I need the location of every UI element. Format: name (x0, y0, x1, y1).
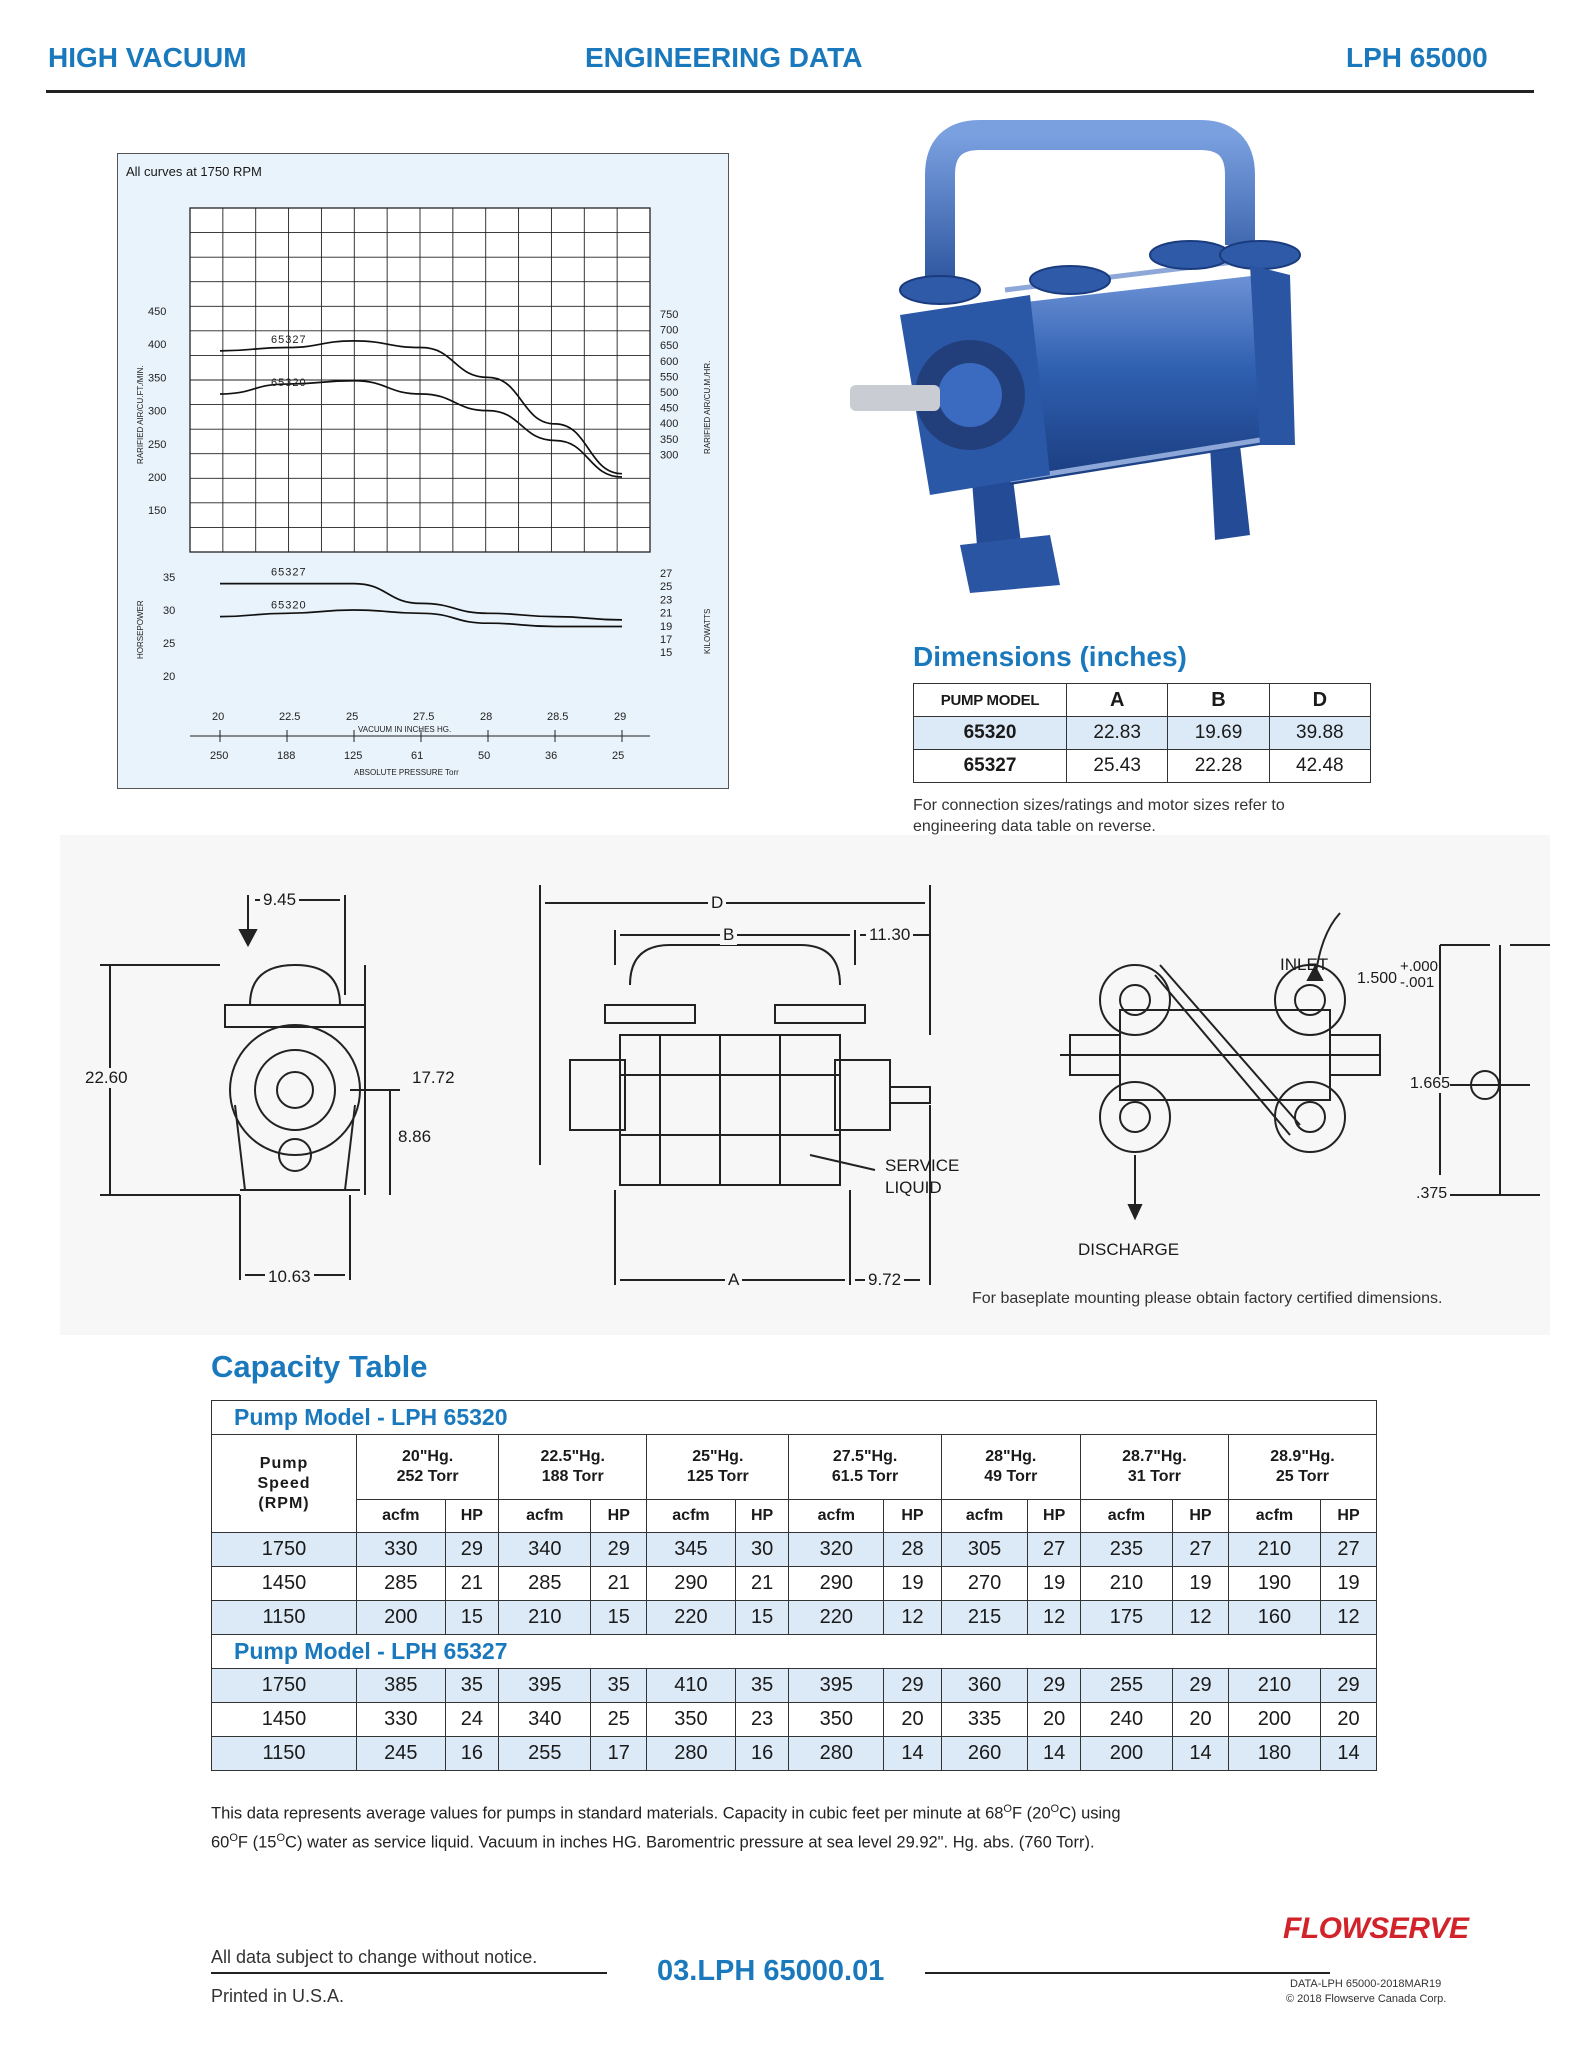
discharge-label: DISCHARGE (1078, 1240, 1180, 1259)
curve-label: 65320 (271, 377, 307, 389)
capacity-footnote (211, 1797, 1391, 1854)
x-vacuum-tick: 27.5 (413, 711, 435, 723)
table-cell: 19 (1173, 1567, 1229, 1601)
table-cell: 280 (789, 1737, 884, 1771)
table-cell: 29 (591, 1533, 647, 1567)
dim-header-d: D (1269, 684, 1370, 717)
table-cell: 395 (499, 1669, 591, 1703)
capacity-title: Capacity Table (211, 1349, 428, 1384)
hp-header: HP (1028, 1500, 1081, 1533)
table-cell: 285 (357, 1567, 446, 1601)
dimension-drawing (60, 835, 1550, 1335)
tolerance (1400, 959, 1438, 991)
dim-2260: 22.60 (85, 1068, 128, 1087)
left-axis-tick: 250 (148, 438, 167, 451)
table-cell: 1750 (212, 1533, 357, 1567)
table-cell: 220 (647, 1601, 736, 1635)
table-cell: 350 (789, 1703, 884, 1737)
col-hg: 25"Hg. (692, 1448, 744, 1465)
header-right: LPH 65000 (1346, 42, 1488, 73)
x-pressure-tick: 125 (344, 750, 363, 762)
x-pressure-tick: 61 (411, 750, 424, 762)
service-liquid-line2: LIQUID (885, 1178, 942, 1197)
table-cell: 210 (499, 1601, 591, 1635)
table-cell: 14 (884, 1737, 942, 1771)
x-pressure-tick: 50 (478, 750, 491, 762)
table-cell: 35 (445, 1669, 499, 1703)
table-cell: 29 (1028, 1669, 1081, 1703)
table-cell: 215 (941, 1601, 1028, 1635)
model-row-65327 (212, 1635, 1377, 1669)
col-hg: 22.5"Hg. (540, 1448, 605, 1465)
table-cell: 290 (647, 1567, 736, 1601)
header-left: HIGH VACUUM (48, 42, 247, 73)
left-axis-tick: 30 (163, 605, 176, 617)
table-cell: 14 (1028, 1737, 1081, 1771)
dim-header-a: A (1067, 684, 1168, 717)
left-axis-label: RARIFIED AIR/CU.FT./MIN. (136, 365, 145, 464)
tol-plus: +.000 (1400, 958, 1438, 975)
rows-65327 (212, 1669, 1377, 1771)
table-cell: 180 (1228, 1737, 1320, 1771)
col-hg: 27.5"Hg. (832, 1448, 898, 1465)
table-cell: 35 (591, 1669, 647, 1703)
table-cell: 210 (1080, 1567, 1172, 1601)
service-liquid-line1: SERVICE (885, 1156, 960, 1175)
table-cell: 20 (1321, 1703, 1377, 1737)
x-pressure-tick: 36 (545, 750, 558, 762)
speed-label-1: Pump (259, 1454, 309, 1472)
left-axis-tick: 20 (163, 671, 176, 683)
service-liquid-label (885, 1155, 959, 1199)
table-cell: 210 (1228, 1669, 1320, 1703)
table-cell: 15 (735, 1601, 789, 1635)
table-cell: 28 (884, 1533, 942, 1567)
vacuum-column-header (357, 1435, 499, 1500)
table-cell: 29 (884, 1669, 942, 1703)
table-cell: 27 (1028, 1533, 1081, 1567)
dim-972: 9.72 (865, 1270, 904, 1290)
table-cell: 280 (647, 1737, 736, 1771)
right-axis-tick: 350 (660, 433, 679, 446)
table-row (212, 1669, 1377, 1703)
right-axis-tick: 400 (660, 418, 679, 431)
dim-label-d: D (708, 893, 726, 913)
table-row (212, 1703, 1377, 1737)
table-cell: 29 (1321, 1669, 1377, 1703)
header-rule (46, 90, 1534, 93)
table-cell: 21 (445, 1567, 499, 1601)
hp-header: HP (445, 1500, 499, 1533)
dim-1130: 11.30 (866, 925, 913, 945)
table-cell: 260 (941, 1737, 1028, 1771)
vacuum-column-header (1228, 1435, 1376, 1500)
table-cell: 15 (591, 1601, 647, 1635)
table-row (212, 1567, 1377, 1601)
table-cell: 360 (941, 1669, 1028, 1703)
acfm-header: acfm (647, 1500, 736, 1533)
dim-header-model: PUMP MODEL (914, 684, 1067, 717)
vacuum-column-header (1080, 1435, 1228, 1500)
table-row (212, 1601, 1377, 1635)
left-axis-tick: 25 (163, 638, 176, 650)
table-cell: 15 (445, 1601, 499, 1635)
table-cell: 200 (357, 1601, 446, 1635)
right-axis-tick: 23 (660, 594, 673, 607)
right-axis-tick: 15 (660, 647, 673, 660)
table-cell: 350 (647, 1703, 736, 1737)
table-cell: 35 (735, 1669, 789, 1703)
table-cell: 19 (1028, 1567, 1081, 1601)
table-cell: 340 (499, 1533, 591, 1567)
table-cell: 14 (1321, 1737, 1377, 1771)
footer-copyright: © 2018 Flowserve Canada Corp. (1286, 1993, 1447, 2005)
right-axis-label: KILOWATTS (703, 608, 712, 654)
dim-cell: 22.83 (1067, 717, 1168, 750)
chart-caption: All curves at 1750 RPM (126, 164, 262, 179)
x-vacuum-label: VACUUM IN INCHES HG. (358, 725, 452, 734)
table-cell: 12 (1321, 1601, 1377, 1635)
model-label-65327: Pump Model - LPH 65327 (212, 1635, 1377, 1669)
dim-label-b: B (720, 925, 737, 945)
x-vacuum-tick: 25 (346, 711, 359, 723)
hp-header: HP (735, 1500, 789, 1533)
footer-code: DATA-LPH 65000-2018MAR19 (1290, 1978, 1442, 1990)
hp-header: HP (591, 1500, 647, 1533)
capacity-footnote-line1: This data represents average values for pumps in standard materials. Capacity in cubic feet per minute at $68^OF$ $(20^OC)$ using (211, 1803, 1121, 1823)
table-cell: 19 (1321, 1567, 1377, 1601)
x-pressure-label: ABSOLUTE PRESSURE Torr (354, 768, 459, 777)
dim-945: 9.45 (260, 890, 299, 910)
performance-chart (118, 154, 728, 788)
table-cell: 16 (445, 1737, 499, 1771)
acfm-header: acfm (499, 1500, 591, 1533)
dim-886: 8.86 (398, 1127, 432, 1146)
table-cell: 395 (789, 1669, 884, 1703)
table-cell: 190 (1228, 1567, 1320, 1601)
right-axis-tick: 700 (660, 324, 679, 337)
table-cell: 19 (884, 1567, 942, 1601)
table-cell: 12 (884, 1601, 942, 1635)
table-row (212, 1737, 1377, 1771)
header-center: ENGINEERING DATA (585, 42, 863, 73)
right-axis-tick: 27 (660, 568, 673, 580)
x-vacuum-tick: 20 (212, 711, 225, 723)
table-cell: 335 (941, 1703, 1028, 1737)
table-cell: 27 (1173, 1533, 1229, 1567)
model-row-65320 (212, 1401, 1377, 1435)
dim-cell: 19.69 (1168, 717, 1269, 750)
table-cell: 17 (591, 1737, 647, 1771)
table-cell: 24 (445, 1703, 499, 1737)
table-cell: 340 (499, 1703, 591, 1737)
dim-header-b: B (1168, 684, 1269, 717)
table-cell: 330 (357, 1703, 446, 1737)
table-cell: 1750 (212, 1669, 357, 1703)
left-axis-tick: 35 (163, 572, 176, 584)
dimensions-header-row (914, 684, 1371, 717)
table-cell: 20 (1028, 1703, 1081, 1737)
col-torr: 188 Torr (541, 1468, 604, 1485)
left-axis-tick: 300 (148, 405, 167, 418)
footer-rule-right (925, 1972, 1330, 1974)
hp-header: HP (884, 1500, 942, 1533)
dim-1063: 10.63 (265, 1267, 314, 1287)
table-cell: 255 (1080, 1669, 1172, 1703)
dimensions-note-line1: For connection sizes/ratings and motor sizes refer to (913, 797, 1285, 814)
dim-375: .375 (1416, 1185, 1448, 1202)
right-axis-tick: 21 (660, 607, 673, 620)
table-cell: 20 (884, 1703, 942, 1737)
col-torr: 252 Torr (396, 1468, 459, 1485)
table-cell: 305 (941, 1533, 1028, 1567)
table-cell: 220 (789, 1601, 884, 1635)
dim-1772: 17.72 (412, 1068, 455, 1087)
capacity-table (211, 1400, 1377, 1771)
col-hg: 20"Hg. (402, 1448, 454, 1465)
capacity-footnote-line2: $60^OF$ $(15^OC)$ water as service liquid. Vacuum in inches HG. Baromentric pressure at sea level 29.92". Hg. abs. (760 Torr). (211, 1831, 1095, 1851)
vacuum-column-header (789, 1435, 941, 1500)
curve-label: 65327 (271, 333, 307, 346)
right-axis-tick: 19 (660, 620, 673, 633)
vacuum-column-header (941, 1435, 1080, 1500)
right-axis-tick: 650 (660, 340, 679, 353)
capacity-header-row (212, 1435, 1377, 1500)
curve-label: 65320 (271, 599, 307, 612)
hp-header: HP (1173, 1500, 1229, 1533)
left-axis-tick: 150 (148, 505, 167, 518)
dim-cell: 65327 (914, 750, 1067, 783)
table-cell: 290 (789, 1567, 884, 1601)
tol-minus: -.001 (1400, 974, 1435, 991)
acfm-header: acfm (789, 1500, 884, 1533)
table-cell: 285 (499, 1567, 591, 1601)
tol-base: 1.500 (1357, 970, 1398, 987)
table-cell: 25 (591, 1703, 647, 1737)
col-hg: 28.9"Hg. (1270, 1448, 1335, 1465)
acfm-header: acfm (1228, 1500, 1320, 1533)
pump-speed-header (212, 1435, 357, 1533)
dim-cell: 65320 (914, 717, 1067, 750)
table-cell: 21 (735, 1567, 789, 1601)
capacity-subheader-row (212, 1500, 1377, 1533)
table-cell: 160 (1228, 1601, 1320, 1635)
footer-doc-number: 03.LPH 65000.01 (657, 1955, 885, 1987)
table-cell: 30 (735, 1533, 789, 1567)
table-cell: 23 (735, 1703, 789, 1737)
x-pressure-tick: 188 (277, 750, 296, 762)
table-cell: 21 (591, 1567, 647, 1601)
footer-rule-left (211, 1972, 607, 1974)
col-torr: 61.5 Torr (831, 1468, 899, 1485)
table-cell: 1450 (212, 1567, 357, 1601)
table-cell: 14 (1173, 1737, 1229, 1771)
table-cell: 1150 (212, 1737, 357, 1771)
series-line (220, 610, 622, 627)
x-vacuum-tick: 28.5 (547, 711, 569, 723)
table-cell: 345 (647, 1533, 736, 1567)
table-cell: 245 (357, 1737, 446, 1771)
col-hg: 28"Hg. (985, 1448, 1037, 1465)
x-vacuum-tick: 29 (614, 711, 627, 723)
table-cell: 1450 (212, 1703, 357, 1737)
footer-notice: All data subject to change without notice. (211, 1947, 538, 1967)
table-cell: 200 (1228, 1703, 1320, 1737)
dimensions-note (913, 795, 1285, 837)
dim-1665: 1.665 (1410, 1075, 1451, 1092)
pump-photo (820, 115, 1440, 635)
speed-label-2: Speed (257, 1474, 311, 1492)
right-axis-tick: 17 (660, 634, 673, 646)
right-axis-tick: 550 (660, 371, 679, 384)
model-label-65320: Pump Model - LPH 65320 (212, 1401, 1377, 1435)
x-vacuum-tick: 22.5 (279, 711, 301, 723)
dim-label-a: A (725, 1270, 742, 1290)
table-cell: 240 (1080, 1703, 1172, 1737)
dimensions-title: Dimensions (inches) (913, 641, 1187, 672)
speed-label-3: (RPM) (258, 1494, 310, 1512)
dimensions-note-line2: engineering data table on reverse. (913, 818, 1156, 835)
right-axis-tick: 750 (660, 309, 679, 321)
table-cell: 12 (1028, 1601, 1081, 1635)
vacuum-column-header (499, 1435, 647, 1500)
left-axis-tick: 350 (148, 372, 167, 385)
right-axis-tick: 25 (660, 581, 673, 594)
table-cell: 410 (647, 1669, 736, 1703)
table-cell: 330 (357, 1533, 446, 1567)
table-cell: 29 (445, 1533, 499, 1567)
col-torr: 125 Torr (686, 1468, 749, 1485)
table-cell: 255 (499, 1737, 591, 1771)
hp-header: HP (1321, 1500, 1377, 1533)
table-cell: 270 (941, 1567, 1028, 1601)
col-hg: 28.7"Hg. (1122, 1448, 1187, 1465)
table-cell: 320 (789, 1533, 884, 1567)
table-cell: 20 (1173, 1703, 1229, 1737)
curve-label: 65327 (271, 566, 307, 579)
rows-65320 (212, 1533, 1377, 1635)
dimensions-row (914, 717, 1371, 750)
x-vacuum-tick: 28 (480, 711, 493, 723)
right-axis-tick: 500 (660, 387, 679, 399)
table-cell: 1150 (212, 1601, 357, 1635)
left-axis-tick: 400 (148, 339, 167, 352)
table-cell: 385 (357, 1669, 446, 1703)
dimensions-row (914, 750, 1371, 783)
inlet-label: INLET (1280, 955, 1329, 974)
x-pressure-tick: 25 (612, 750, 625, 762)
col-torr: 25 Torr (1275, 1468, 1329, 1485)
baseplate-note: For baseplate mounting please obtain factory certified dimensions. (972, 1290, 1443, 1307)
acfm-header: acfm (1080, 1500, 1172, 1533)
vacuum-column-header (647, 1435, 789, 1500)
performance-chart-panel (117, 153, 729, 789)
table-cell: 16 (735, 1737, 789, 1771)
dim-cell: 39.88 (1269, 717, 1370, 750)
footer-printed: Printed in U.S.A. (211, 1986, 345, 2006)
drawing-svg (60, 835, 1550, 1335)
acfm-header: acfm (357, 1500, 446, 1533)
x-pressure-tick: 250 (210, 750, 229, 762)
left-axis-label: HORSEPOWER (136, 600, 145, 659)
dim-cell: 22.28 (1168, 750, 1269, 783)
table-cell: 210 (1228, 1533, 1320, 1567)
table-cell: 235 (1080, 1533, 1172, 1567)
col-torr: 31 Torr (1127, 1468, 1181, 1485)
dim-cell: 25.43 (1067, 750, 1168, 783)
right-axis-tick: 450 (660, 402, 679, 415)
dimensions-table (913, 683, 1371, 783)
table-row (212, 1533, 1377, 1567)
flowserve-logo: FLOWSERVE (1283, 1912, 1469, 1945)
table-cell: 29 (1173, 1669, 1229, 1703)
table-cell: 12 (1173, 1601, 1229, 1635)
right-axis-label: RARIFIED AIR/CU.M./HR. (703, 360, 712, 454)
right-axis-tick: 600 (660, 355, 679, 368)
right-axis-tick: 300 (660, 449, 679, 462)
table-cell: 200 (1080, 1737, 1172, 1771)
left-axis-tick: 450 (148, 306, 167, 318)
left-axis-tick: 200 (148, 472, 167, 484)
acfm-header: acfm (941, 1500, 1028, 1533)
dim-cell: 42.48 (1269, 750, 1370, 783)
table-cell: 27 (1321, 1533, 1377, 1567)
col-torr: 49 Torr (984, 1468, 1038, 1485)
table-cell: 175 (1080, 1601, 1172, 1635)
